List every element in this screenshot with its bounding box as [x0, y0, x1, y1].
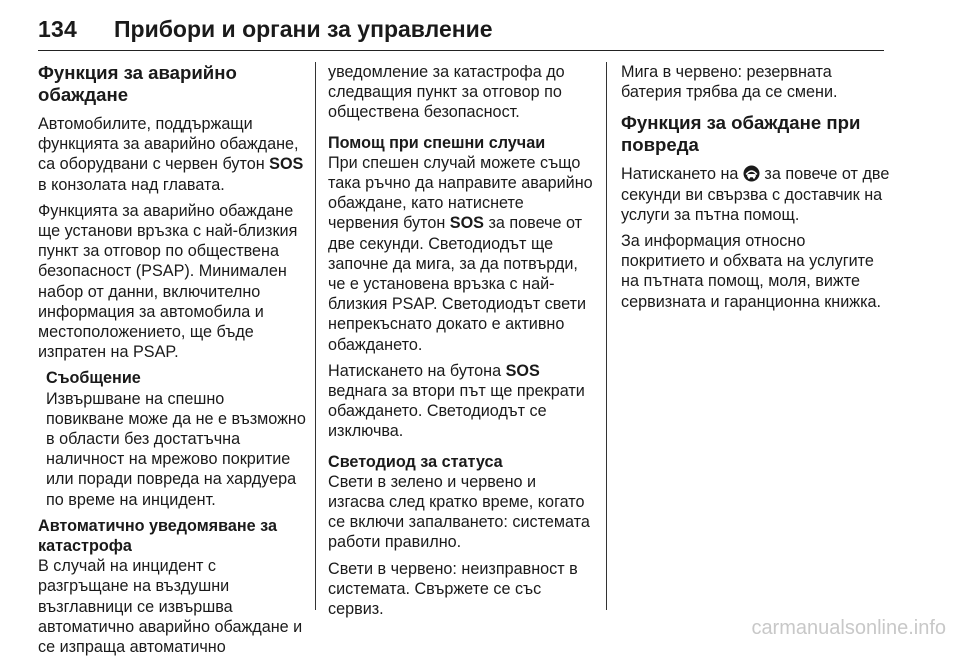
text: веднага за втори път ще прекрати обаждането. Светодиодът се изключва. — [328, 382, 585, 441]
column-divider — [606, 62, 607, 610]
sub-heading-crash-notification: Автоматично уведомяване за катастрофа — [38, 516, 277, 556]
column-2 — [328, 62, 594, 625]
column-divider — [315, 62, 316, 610]
paragraph: уведомление за катастрофа до следващия пункт за отговор по обществена безопасност. — [328, 63, 565, 122]
paragraph: Функцията за аварийно обаждане ще установи връзка с най-близкия пункт за отговор по обществена безопасност (PSAP). Минимален набор от данни, включително информация за автомобила и местоположението, ще бъде изпратен на PSAP. — [38, 201, 298, 362]
page-header — [38, 16, 884, 51]
watermark: carmanualsonline.info — [751, 617, 946, 639]
paragraph: В случай на инцидент с разгръщане на въздушни възглавници се извършва автоматично аварийно обаждане и се изпраща автоматично — [38, 557, 303, 657]
note-title: Съобщение — [46, 369, 141, 388]
paragraph — [38, 114, 306, 195]
paragraph: Мига в червено: резервната батерия трябва да се смени. — [621, 63, 838, 102]
page-number: 134 — [38, 16, 77, 42]
text: в конзолата над главата. — [38, 175, 225, 194]
text: за повече от две секунди. Светодиодът ще започне да мига, за да потвърди, че е установена връзка с най-близкия PSAP. Светодиодът свети непрекъснато докато е активно обаждането. — [328, 214, 587, 354]
text: Натискането на — [621, 165, 743, 184]
text: Автомобилите, поддържащи функцията за аварийно обаждане, са оборудвани с червен бутон — [38, 115, 299, 174]
note-text: Извършване на спешно повикване може да не е възможно в области без достатъчна наличност на мрежово покритие или поради повреда на хардуера по време на инцидент. — [46, 389, 306, 509]
sos-label: SOS — [449, 214, 484, 233]
paragraph — [328, 153, 594, 355]
roadside-assistance-icon — [743, 165, 760, 182]
column-1 — [38, 62, 306, 663]
paragraph — [621, 164, 893, 225]
sub-heading-status-led: Светодиод за статуса — [328, 452, 503, 471]
text: При спешен случай можете също така ръчно да направите аварийно обаждане, като натиснете червения бутон — [328, 153, 593, 233]
column-3 — [621, 62, 893, 318]
page-title: Прибори и органи за управление — [114, 16, 493, 42]
paragraph: Свети в червено: неизправност в системата. Свържете се със сервиз. — [328, 559, 578, 619]
section-heading-breakdown-call: Функция за обаждане при повреда — [621, 112, 861, 156]
paragraph: За информация относно покритието и обхвата на услугите на пътната помощ, моля, вижте сервизната и гаранционна книжка. — [621, 232, 882, 311]
note-box — [46, 368, 306, 509]
sub-heading-emergency-help: Помощ при спешни случаи — [328, 133, 546, 152]
paragraph: Свети в зелено и червено и изгасва след кратко време, когато се включи запалването: системата работи правилно. — [328, 472, 590, 552]
sos-label: SOS — [505, 361, 540, 380]
paragraph — [328, 361, 594, 442]
text: за повече от две секунди ви свързва с доставчик на услуги за пътна помощ. — [621, 165, 890, 224]
text: Натискането на бутона — [328, 361, 506, 380]
sos-label: SOS — [269, 155, 304, 174]
section-heading-emergency-call: Функция за аварийно обаждане — [38, 62, 237, 105]
